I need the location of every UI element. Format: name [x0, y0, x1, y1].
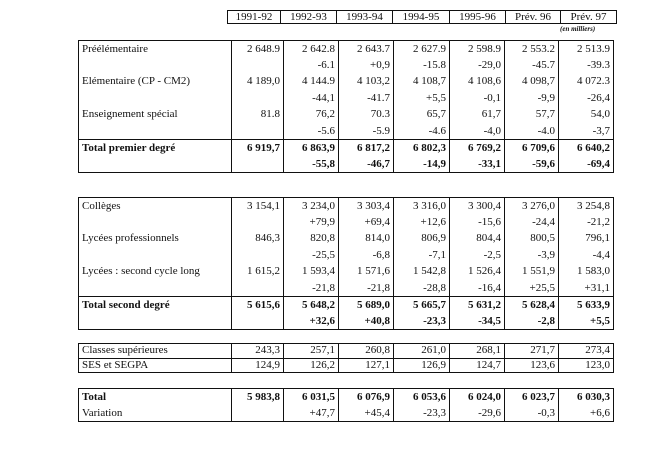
row-label — [79, 313, 232, 330]
value-cell: +6,6 — [559, 405, 614, 422]
value-cell: 243,3 — [232, 344, 284, 359]
year-header-cell: 1992-93 — [281, 11, 337, 24]
value-cell: 123,6 — [505, 358, 559, 373]
value-cell: -45.7 — [505, 57, 559, 74]
table-row — [79, 247, 614, 264]
row-label: Préélémentaire — [79, 41, 232, 58]
value-cell: -26,4 — [559, 90, 614, 107]
row-label: Total — [79, 389, 232, 406]
value-cell: -4.0 — [505, 123, 559, 140]
value-cell: -69,4 — [559, 156, 614, 173]
value-cell — [232, 57, 284, 74]
value-cell: 796,1 — [559, 231, 614, 248]
year-header-cell: 1994-95 — [393, 11, 450, 24]
row-label: Lycées professionnels — [79, 231, 232, 248]
value-cell — [232, 313, 284, 330]
table-row — [79, 405, 614, 422]
value-cell — [232, 247, 284, 264]
value-cell: 54,0 — [559, 107, 614, 124]
value-cell: +69,4 — [339, 214, 394, 231]
value-cell: 61,7 — [450, 107, 505, 124]
value-cell: 3 300,4 — [450, 198, 505, 215]
value-cell: 5 648,2 — [284, 297, 339, 314]
value-cell: 814,0 — [339, 231, 394, 248]
value-cell: 5 615,6 — [232, 297, 284, 314]
value-cell: +32,6 — [284, 313, 339, 330]
value-cell: +5,5 — [394, 90, 450, 107]
value-cell: 846,3 — [232, 231, 284, 248]
value-cell: -21,8 — [284, 280, 339, 297]
row-label — [79, 280, 232, 297]
value-cell: 70.3 — [339, 107, 394, 124]
value-cell: 3 254,8 — [559, 198, 614, 215]
value-cell: 6 709,6 — [505, 140, 559, 157]
value-cell: 6 023,7 — [505, 389, 559, 406]
row-label: Collèges — [79, 198, 232, 215]
value-cell: -29,0 — [450, 57, 505, 74]
row-label: Total premier degré — [79, 140, 232, 157]
value-cell: 1 526,4 — [450, 264, 505, 281]
table-row — [79, 214, 614, 231]
year-header — [227, 10, 617, 24]
value-cell: 257,1 — [284, 344, 339, 359]
value-cell: -33,1 — [450, 156, 505, 173]
value-cell: -21,2 — [559, 214, 614, 231]
second-degre-table — [78, 197, 614, 330]
year-header-cell: Prév. 96 — [506, 11, 561, 24]
value-cell: -39.3 — [559, 57, 614, 74]
value-cell: 6 640,2 — [559, 140, 614, 157]
value-cell: 6 053,6 — [394, 389, 450, 406]
table-row — [79, 344, 614, 359]
table-row — [79, 107, 614, 124]
value-cell: -0,3 — [505, 405, 559, 422]
value-cell — [232, 280, 284, 297]
unit-note: (en milliers) — [560, 25, 596, 33]
row-label: Total second degré — [79, 297, 232, 314]
value-cell: 2 642.8 — [284, 41, 339, 58]
value-cell — [232, 405, 284, 422]
value-cell: -3,7 — [559, 123, 614, 140]
year-header-cell: 1995-96 — [450, 11, 506, 24]
value-cell: 273,4 — [559, 344, 614, 359]
value-cell: 3 234,0 — [284, 198, 339, 215]
row-label — [79, 57, 232, 74]
value-cell — [232, 123, 284, 140]
value-cell: -55,8 — [284, 156, 339, 173]
value-cell: -3,9 — [505, 247, 559, 264]
row-label — [79, 123, 232, 140]
value-cell: 2 627.9 — [394, 41, 450, 58]
row-label — [79, 247, 232, 264]
value-cell: +47,7 — [284, 405, 339, 422]
value-cell: 1 571,6 — [339, 264, 394, 281]
premier-degre-table — [78, 40, 614, 173]
value-cell: 260,8 — [339, 344, 394, 359]
value-cell: 3 276,0 — [505, 198, 559, 215]
value-cell: 4 108,6 — [450, 74, 505, 91]
value-cell: 800,5 — [505, 231, 559, 248]
row-label: Elémentaire (CP - CM2) — [79, 74, 232, 91]
value-cell: +40,8 — [339, 313, 394, 330]
table-row — [79, 231, 614, 248]
value-cell: 268,1 — [450, 344, 505, 359]
value-cell: 81.8 — [232, 107, 284, 124]
value-cell: 804,4 — [450, 231, 505, 248]
value-cell: 4 072.3 — [559, 74, 614, 91]
value-cell: -24,4 — [505, 214, 559, 231]
value-cell: -25,5 — [284, 247, 339, 264]
value-cell: 57,7 — [505, 107, 559, 124]
value-cell: 124,7 — [450, 358, 505, 373]
year-header-cell: Prév. 97 — [561, 11, 617, 24]
value-cell — [232, 214, 284, 231]
row-label: Classes supérieures — [79, 344, 232, 359]
value-cell: -34,5 — [450, 313, 505, 330]
value-cell: 3 303,4 — [339, 198, 394, 215]
value-cell: -4.6 — [394, 123, 450, 140]
table-row — [79, 264, 614, 281]
value-cell: -7,1 — [394, 247, 450, 264]
value-cell: 5 983,8 — [232, 389, 284, 406]
value-cell: 1 583,0 — [559, 264, 614, 281]
value-cell: 4 098,7 — [505, 74, 559, 91]
row-label — [79, 156, 232, 173]
value-cell: 2 513.9 — [559, 41, 614, 58]
value-cell: 6 076,9 — [339, 389, 394, 406]
value-cell: 5 628,4 — [505, 297, 559, 314]
value-cell: 3 316,0 — [394, 198, 450, 215]
total-table — [78, 388, 614, 422]
value-cell: -0,1 — [450, 90, 505, 107]
value-cell: +31,1 — [559, 280, 614, 297]
row-label: Variation — [79, 405, 232, 422]
value-cell: -6.1 — [284, 57, 339, 74]
value-cell: 271,7 — [505, 344, 559, 359]
value-cell: 126,9 — [394, 358, 450, 373]
value-cell: -44,1 — [284, 90, 339, 107]
value-cell: 806,9 — [394, 231, 450, 248]
value-cell: +5,5 — [559, 313, 614, 330]
value-cell: 820,8 — [284, 231, 339, 248]
value-cell: -2,8 — [505, 313, 559, 330]
value-cell: 126,2 — [284, 358, 339, 373]
year-header-cell: 1991-92 — [228, 11, 281, 24]
value-cell: 1 593,4 — [284, 264, 339, 281]
table-row — [79, 123, 614, 140]
value-cell: 6 024,0 — [450, 389, 505, 406]
table-row — [79, 389, 614, 406]
value-cell: 3 154,1 — [232, 198, 284, 215]
value-cell: +0,9 — [339, 57, 394, 74]
value-cell: 6 769,2 — [450, 140, 505, 157]
value-cell: -41.7 — [339, 90, 394, 107]
value-cell: +12,6 — [394, 214, 450, 231]
value-cell: -15.8 — [394, 57, 450, 74]
table-row — [79, 313, 614, 330]
value-cell: -9,9 — [505, 90, 559, 107]
value-cell: -21,8 — [339, 280, 394, 297]
value-cell: -6,8 — [339, 247, 394, 264]
row-label — [79, 90, 232, 107]
row-label — [79, 214, 232, 231]
table-row — [79, 198, 614, 215]
value-cell: 127,1 — [339, 358, 394, 373]
table-row — [79, 41, 614, 58]
year-header-cell: 1993-94 — [337, 11, 393, 24]
value-cell: -46,7 — [339, 156, 394, 173]
value-cell: -23,3 — [394, 313, 450, 330]
value-cell: 124,9 — [232, 358, 284, 373]
value-cell: 6 030,3 — [559, 389, 614, 406]
value-cell: +45,4 — [339, 405, 394, 422]
value-cell: 261,0 — [394, 344, 450, 359]
row-label: Enseignement spécial — [79, 107, 232, 124]
value-cell: 5 633,9 — [559, 297, 614, 314]
value-cell: 2 598.9 — [450, 41, 505, 58]
value-cell — [232, 90, 284, 107]
value-cell: 65,7 — [394, 107, 450, 124]
table-row — [79, 358, 614, 373]
value-cell: -4,4 — [559, 247, 614, 264]
value-cell: 4 103,2 — [339, 74, 394, 91]
value-cell: -23,3 — [394, 405, 450, 422]
value-cell: 6 031,5 — [284, 389, 339, 406]
row-label: SES et SEGPA — [79, 358, 232, 373]
value-cell: 2 553.2 — [505, 41, 559, 58]
other-table — [78, 343, 614, 373]
value-cell: -14,9 — [394, 156, 450, 173]
table-row — [79, 140, 614, 157]
table-row — [79, 90, 614, 107]
value-cell: -4,0 — [450, 123, 505, 140]
value-cell: 123,0 — [559, 358, 614, 373]
value-cell: 2 643.7 — [339, 41, 394, 58]
value-cell: -5.6 — [284, 123, 339, 140]
value-cell: 6 919,7 — [232, 140, 284, 157]
value-cell: -28,8 — [394, 280, 450, 297]
table-row — [79, 297, 614, 314]
value-cell: 4 144.9 — [284, 74, 339, 91]
value-cell: 5 631,2 — [450, 297, 505, 314]
value-cell: 2 648.9 — [232, 41, 284, 58]
value-cell: 1 551,9 — [505, 264, 559, 281]
value-cell: -5.9 — [339, 123, 394, 140]
value-cell: -15,6 — [450, 214, 505, 231]
value-cell — [232, 156, 284, 173]
value-cell: +25,5 — [505, 280, 559, 297]
value-cell: 1 542,8 — [394, 264, 450, 281]
value-cell: -2,5 — [450, 247, 505, 264]
value-cell: -16,4 — [450, 280, 505, 297]
table-row — [79, 57, 614, 74]
value-cell: 4 189,0 — [232, 74, 284, 91]
table-row — [79, 280, 614, 297]
value-cell: 76,2 — [284, 107, 339, 124]
value-cell: +79,9 — [284, 214, 339, 231]
value-cell: 5 689,0 — [339, 297, 394, 314]
value-cell: 6 817,2 — [339, 140, 394, 157]
value-cell: 5 665,7 — [394, 297, 450, 314]
value-cell: 4 108,7 — [394, 74, 450, 91]
value-cell: -29,6 — [450, 405, 505, 422]
value-cell: -59,6 — [505, 156, 559, 173]
value-cell: 6 802,3 — [394, 140, 450, 157]
table-row — [79, 74, 614, 91]
value-cell: 1 615,2 — [232, 264, 284, 281]
table-row — [79, 156, 614, 173]
row-label: Lycées : second cycle long — [79, 264, 232, 281]
value-cell: 6 863,9 — [284, 140, 339, 157]
